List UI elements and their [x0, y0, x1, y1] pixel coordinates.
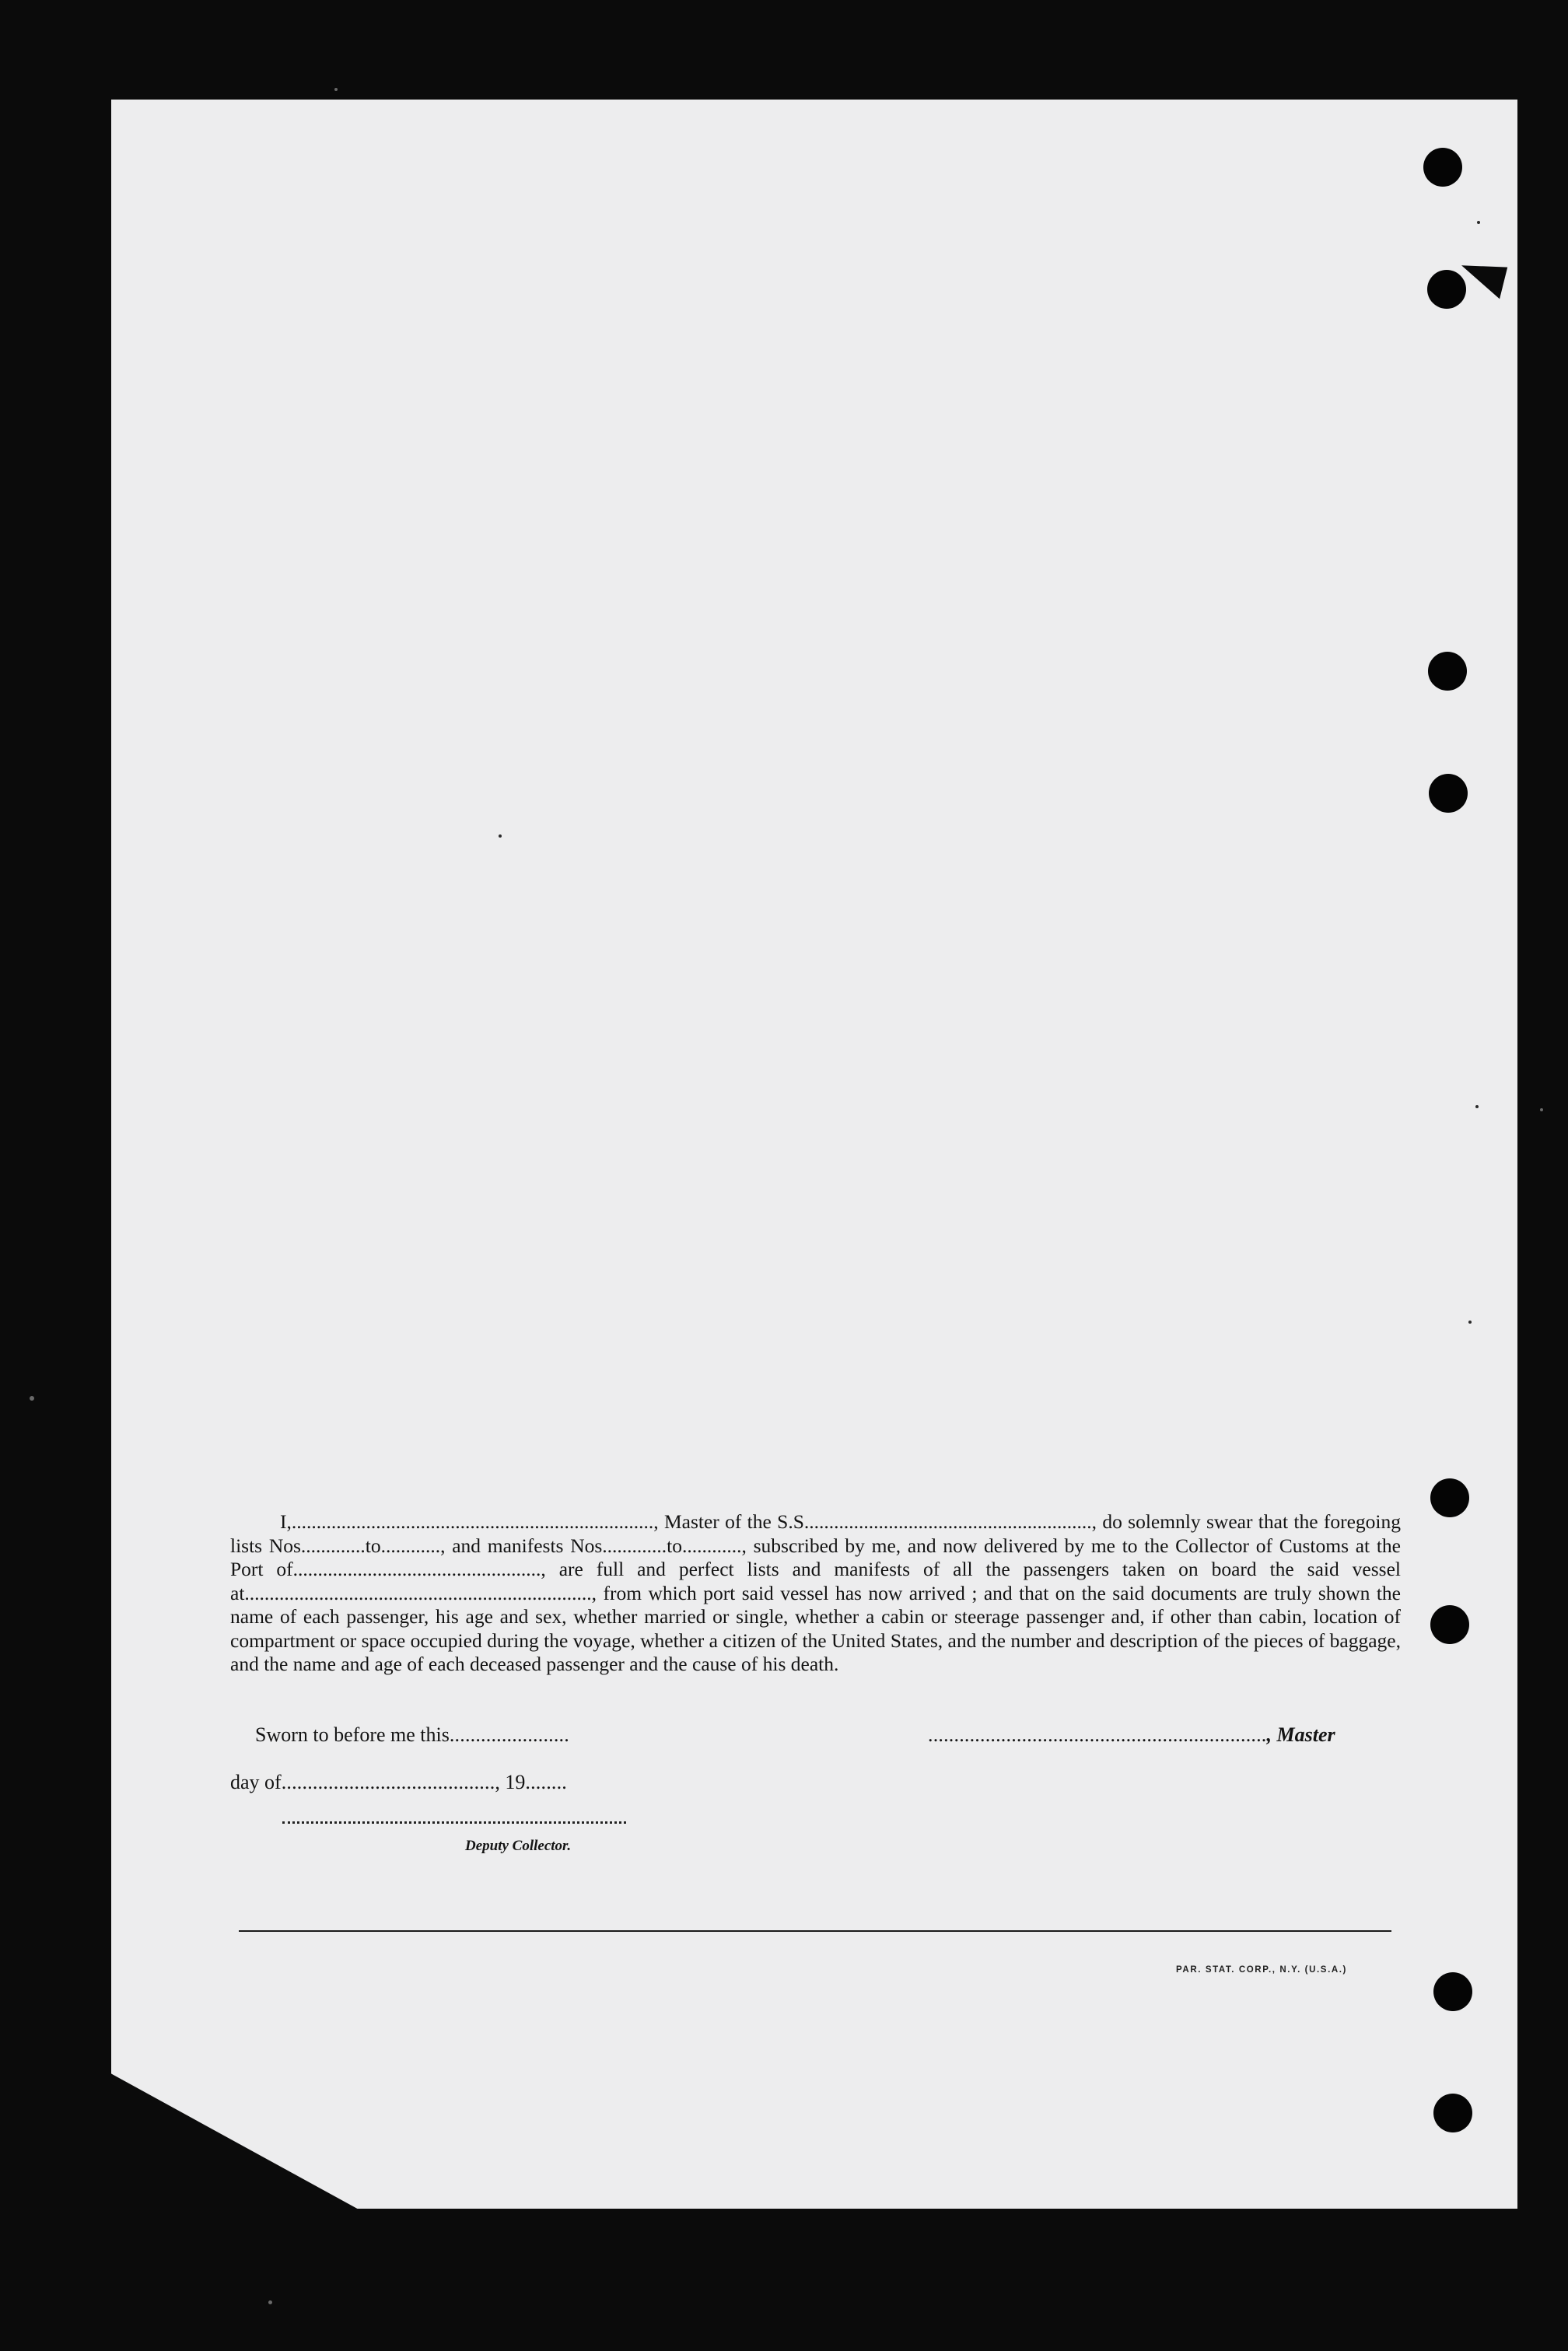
sworn-label: Sworn to before me this — [255, 1723, 450, 1746]
binder-hole-6 — [1430, 1605, 1469, 1644]
master-oath-paragraph: I,........................................................................., Master of the S.S.........................................................., do solemnly swear that the foregoing lists Nos.............to............, and manifests Nos.............to............, subscribed by me, and now delivered by me to the Collector of Customs at the Port of.................................................., are full and perfect lists and manifests of all the passengers taken on board the said vessel at......................................................................, from which port said vessel has now arrived ; and that on the said documents are truly shown the name of each passenger, his age and sex, whether married or single, whether a cabin or steerage passenger and, if other than cabin, location of compartment or space occupied during the voyage, whether a citizen of the United States, and the number and description of the pieces of baggage, and the name and age of each deceased passenger and the cause of his death. — [230, 1510, 1401, 1675]
master-signature-line — [928, 1723, 1335, 1747]
binder-hole-5 — [1430, 1478, 1469, 1517]
year-field: ........ — [525, 1771, 568, 1793]
binder-hole-3 — [1428, 652, 1467, 691]
day-label: day of — [230, 1771, 282, 1793]
deputy-collector-label: Deputy Collector. — [465, 1838, 572, 1854]
sworn-line — [255, 1723, 569, 1747]
bottom-rule — [239, 1930, 1391, 1932]
corner-crease — [325, 2255, 436, 2313]
year-label: , 19 — [495, 1771, 526, 1793]
day-line — [230, 1771, 567, 1794]
page-speck — [1475, 1105, 1479, 1108]
page-speck — [1468, 1321, 1472, 1324]
printer-imprint: PAR. STAT. CORP., N.Y. (U.S.A.) — [1176, 1965, 1347, 1975]
day-field: ......................................... — [281, 1771, 495, 1793]
binder-hole-7 — [1433, 1972, 1472, 2011]
binder-hole-4 — [1429, 774, 1468, 813]
binder-hole-8 — [1433, 2094, 1472, 2132]
master-signature-field: ................................................................. — [928, 1723, 1267, 1746]
master-label: , Master — [1266, 1723, 1335, 1746]
binder-hole-1 — [1423, 148, 1462, 187]
film-speck — [1540, 1108, 1543, 1111]
deputy-signature-field — [282, 1821, 626, 1824]
film-speck — [30, 1396, 34, 1401]
sworn-date-field: ....................... — [449, 1723, 569, 1746]
page-speck — [499, 834, 502, 838]
binder-hole-2 — [1427, 270, 1466, 309]
film-speck — [334, 88, 338, 91]
document-page — [111, 100, 1517, 2209]
page-speck — [1477, 221, 1480, 224]
film-speck — [268, 2300, 272, 2304]
